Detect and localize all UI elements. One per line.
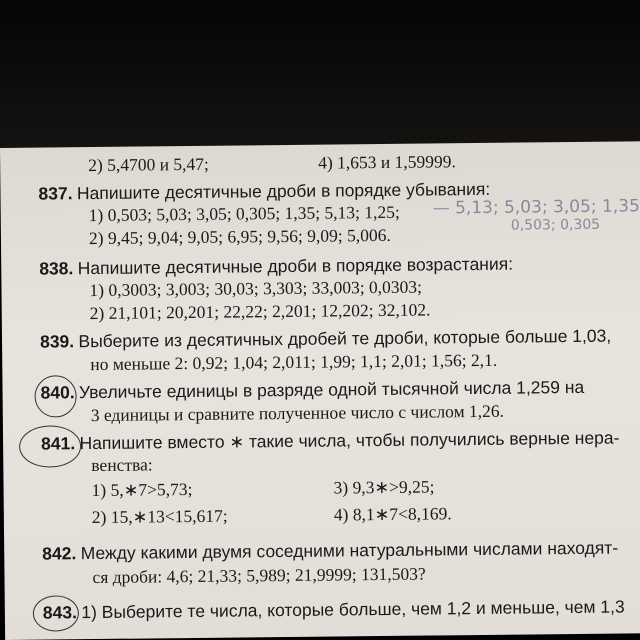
task-841-title: 841. Напишите вместо ∗ такие числа, чтобы получились верные нера- (40, 427, 620, 454)
handwriting-837-2: 0,503; 0,305 (510, 216, 601, 234)
task-837-line-2: 2) 9,45; 9,04; 9,05; 6,95; 9,56; 9,09; 5,006. (88, 224, 391, 249)
handwriting-837-1: — 5,13; 5,03; 3,05; 1,35 (432, 196, 640, 219)
partial-line-left: 2) 5,4700 и 5,47; (88, 153, 209, 176)
task-number: 837. (38, 183, 73, 204)
task-842-line-1: ся дроби: 4,6; 21,33; 5,989; 21,9999; 131,503? (92, 563, 426, 588)
task-840-line-1: 3 единицы и сравните полученное число с числом 1,26. (90, 400, 505, 426)
task-839-title: 839. Выберите из десятичных дробей те дроби, которые больше 1,03, (39, 325, 612, 352)
task-841-item-2: 2) 15,∗13<15,617; (91, 505, 228, 528)
partial-line-right: 4) 1,653 и 1,59999. (318, 151, 456, 173)
task-839-line-1: но меньше 2: 0,92; 1,04; 2,011; 1,99; 1,1; 2,01; 1,56; 2,1. (90, 349, 498, 375)
task-838-title: 838. Напишите десятичные дроби в порядке возрастания: (39, 253, 514, 279)
task-841-item-3: 3) 9,3∗>9,25; (333, 476, 435, 498)
task-838-line-1: 1) 0,3003; 3,003; 30,03; 3,303; 33,003; 0,0303; (89, 276, 423, 301)
task-837-line-1: 1) 0,503; 5,03; 3,05; 0,305; 1,35; 5,13; 1,25; (88, 201, 400, 226)
task-841-item-4: 4) 8,1∗7<8,169. (333, 503, 452, 525)
task-837-title: 837. Напишите десятичные дроби в порядке убывания: (38, 178, 491, 204)
task-841-item-1: 1) 5,∗7>5,73; (91, 479, 193, 501)
task-841-line-1: венства: (91, 454, 153, 476)
task-838-line-2: 2) 21,101; 20,201; 22,22; 2,201; 12,202; 32,102. (89, 299, 431, 324)
task-840-title: 840. Увеличьте единицы в разряде одной тысячной числа 1,259 на (40, 376, 585, 403)
task-842-title: 842. Между какими двумя соседними натуральными числами находят- (42, 537, 619, 564)
task-843-title: 843. 1) Выберите те числа, которые больше, чем 1,2 и меньше, чем 1,3 (42, 596, 625, 623)
dark-background (0, 0, 640, 150)
textbook-page (0, 141, 640, 640)
